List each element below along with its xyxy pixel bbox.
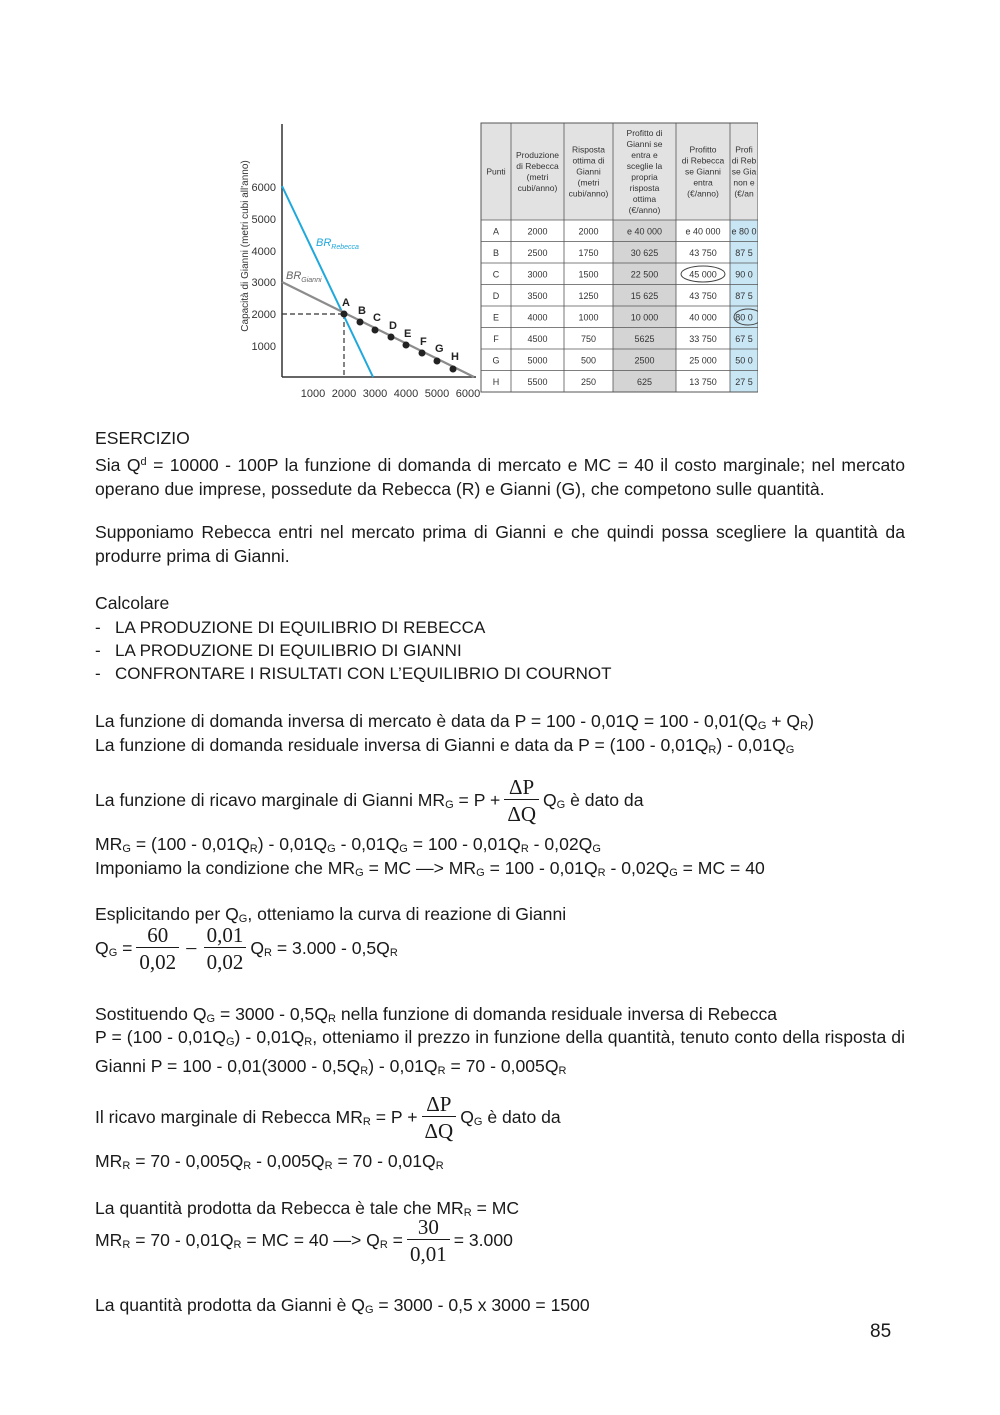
table-cell: 750 bbox=[580, 334, 597, 344]
y-tick: 2000 bbox=[251, 309, 276, 321]
rebecca-quantity-condition-line: La quantità prodotta da Rebecca è tale che $MR_R$ = MC bbox=[95, 1198, 520, 1219]
point-label: F bbox=[420, 336, 427, 348]
mr-equals-mc-gianni-line: Imponiamo la condizione che $MR_G$ = MC —> $MR_G = 100 - 0,01Q_R - 0,02Q_G$ = MC = 40 bbox=[95, 858, 765, 879]
fraction-60-over-002: $\frac{60}{0,02}$ bbox=[136, 923, 179, 974]
point-h bbox=[450, 366, 457, 373]
table-cell: 33 750 bbox=[689, 334, 717, 344]
point-d bbox=[388, 334, 395, 341]
table-header-cell: Profitto di Rebecca se Gianni entra (€/anno) bbox=[681, 144, 725, 199]
y-tick: 3000 bbox=[251, 277, 276, 289]
point-label: B bbox=[358, 305, 366, 317]
table-cell: 13 750 bbox=[689, 377, 717, 387]
exercise-heading: ESERCIZIO bbox=[95, 428, 190, 448]
table-cell: F bbox=[493, 334, 499, 344]
fraction-001-over-002: $\frac{0,01}{0,02}$ bbox=[204, 923, 247, 974]
paragraph-demand: Sia $Q^d = 10000 - 100P$ la funzione di domanda di mercato e MC = 40 il costo marginale; nel mercato operano due imprese, possedute da Rebecca (R) e Gianni (G), che competono sulle quantità. bbox=[95, 455, 905, 499]
figure-reaction-functions bbox=[238, 118, 758, 408]
table-cell: e 80 0 bbox=[731, 226, 757, 237]
table-header-cell: Produzione di Rebecca (metri cubi/anno) bbox=[515, 150, 560, 193]
table-cell: 5625 bbox=[634, 334, 655, 344]
point-f bbox=[419, 350, 426, 357]
x-tick: 6000 bbox=[455, 388, 481, 400]
table-cell: B bbox=[492, 248, 500, 258]
x-tick: 1000 bbox=[300, 388, 326, 400]
table-cell: 2000 bbox=[527, 226, 548, 237]
figure-svg bbox=[238, 118, 758, 408]
inverse-demand-line: La funzione di domanda inversa di mercato è data da $P = 100 - 0,01Q = 100 - 0,01(Q_G + Q_R)$ bbox=[95, 711, 814, 732]
x-tick: 3000 bbox=[362, 388, 388, 400]
point-label: H bbox=[451, 351, 459, 363]
x-tick: 4000 bbox=[393, 388, 419, 400]
table-cell: 2500 bbox=[527, 248, 548, 258]
table-cell: 87 5 bbox=[735, 248, 753, 258]
fraction-dp-dq: $\frac{\Delta P}{\Delta Q}$ bbox=[422, 1092, 457, 1143]
table-cell: 1000 bbox=[578, 312, 599, 323]
table-cell: 43 750 bbox=[689, 291, 717, 301]
table-cell: 10 000 bbox=[630, 312, 659, 323]
table-cell: 25 000 bbox=[689, 355, 717, 366]
point-a bbox=[341, 311, 348, 318]
y-tick: 6000 bbox=[251, 182, 276, 194]
point-c bbox=[372, 327, 379, 334]
rebecca-quantity-formula: $MR_R = 70 - 0,01Q_R$ = MC = 40 —> $Q_R$ = $\frac{30}{0,01}$ = 3.000 bbox=[95, 1215, 513, 1266]
x-tick: 5000 bbox=[424, 388, 450, 400]
point-g bbox=[434, 358, 441, 365]
marginal-revenue-gianni-line: La funzione di ricavo marginale di Gianni $MR_G = P$ + $\frac{\Delta P}{\Delta Q}$ $Q_G$ è dato da bbox=[95, 775, 644, 826]
table-cell: 90 0 bbox=[735, 269, 753, 280]
table-cell: 87 5 bbox=[735, 291, 753, 301]
y-axis-title: Capacità di Gianni (metri cubi all'anno) bbox=[240, 160, 251, 332]
table-cell: 5500 bbox=[527, 377, 548, 387]
point-label: A bbox=[342, 297, 350, 309]
gianni-quantity-line: La quantità prodotta da Gianni è $Q_G = 3000 - 0,5$ x 3000 = 1500 bbox=[95, 1295, 590, 1316]
table-cell: E bbox=[492, 312, 500, 323]
table-cell: 4500 bbox=[527, 334, 548, 344]
br-rebecca-label: $BR_{Rebecca}$ bbox=[316, 237, 359, 251]
table-cell: 1750 bbox=[578, 248, 599, 258]
table-cell: 40 000 bbox=[689, 312, 717, 323]
table-cell: 500 bbox=[580, 355, 597, 366]
mr-gianni-expansion-line: $MR_G = (100 - 0,01Q_R) - 0,01Q_G - 0,01Q_G = 100 - 0,01Q_R - 0,02Q_G$ bbox=[95, 834, 601, 855]
table-cell: 45 000 bbox=[689, 269, 717, 280]
table-cell: C bbox=[492, 269, 500, 280]
point-label: C bbox=[373, 312, 381, 324]
reaction-curve-intro-line: Esplicitando per $Q_G$, otteniamo la curva di reazione di Gianni bbox=[95, 904, 567, 925]
table-header-cell: Risposta ottima di Gianni (metri cubi/anno) bbox=[568, 144, 609, 199]
table-cell: H bbox=[492, 377, 500, 387]
calcolare-label: Calcolare bbox=[95, 593, 170, 613]
table-cell: e 40 000 bbox=[685, 226, 721, 237]
point-b bbox=[357, 319, 364, 326]
point-label: E bbox=[404, 328, 412, 340]
table-cell: 30 625 bbox=[630, 248, 659, 258]
point-e bbox=[403, 342, 410, 349]
list-item: - LA PRODUZIONE DI EQUILIBRIO DI REBECCA bbox=[95, 618, 486, 637]
point-label: D bbox=[389, 320, 397, 332]
table-cell: 250 bbox=[580, 377, 597, 387]
table-cell: 1250 bbox=[578, 291, 599, 301]
mr-rebecca-expansion-line: $MR_R = 70 - 0,005Q_R - 0,005Q_R = 70 - 0,01Q_R$ bbox=[95, 1151, 444, 1172]
br-gianni-label: $BR_{Gianni}$ bbox=[286, 270, 322, 284]
table-cell: G bbox=[492, 355, 500, 366]
y-tick: 5000 bbox=[251, 214, 276, 226]
table-cell: 5000 bbox=[527, 355, 548, 366]
list-item: - LA PRODUZIONE DI EQUILIBRIO DI GIANNI bbox=[95, 641, 462, 660]
table-cell: 2500 bbox=[634, 355, 655, 366]
reaction-curve-gianni-formula: $Q_G$ = $\frac{60}{0,02}$ − $\frac{0,01}{0,02}$ $Q_R = 3.000 - 0,5Q_R$ bbox=[95, 923, 398, 974]
table-cell: 2000 bbox=[578, 226, 599, 237]
page-number: 85 bbox=[870, 1321, 892, 1342]
fraction-30-over-001: $\frac{30}{0,01}$ bbox=[407, 1215, 450, 1266]
table-cell: 3000 bbox=[527, 269, 548, 280]
table-header-cell: Profitto di Gianni se entra e sceglie la propria risposta ottima (€/anno) bbox=[626, 128, 663, 215]
table-cell: e 40 000 bbox=[626, 226, 663, 237]
table-header-cell: Punti bbox=[486, 166, 506, 177]
table-cell: 4000 bbox=[527, 312, 548, 323]
x-tick: 2000 bbox=[331, 388, 357, 400]
table-cell: 625 bbox=[636, 377, 653, 387]
table-cell: 3500 bbox=[527, 291, 548, 301]
table-cell: 43 750 bbox=[689, 248, 717, 258]
substitution-line: Sostituendo $Q_G = 3000 - 0,5Q_R$ nella funzione di domanda residuale inversa di Rebecca bbox=[95, 1004, 778, 1025]
paragraph-assumption: Supponiamo Rebecca entri nel mercato prima di Gianni e che quindi possa scegliere la quantità da produrre prima di Gianni. bbox=[95, 522, 905, 566]
table-cell: 80 0 bbox=[735, 312, 753, 323]
table-cell: A bbox=[492, 226, 500, 237]
table-cell: 22 500 bbox=[630, 269, 659, 280]
list-item: - CONFRONTARE I RISULTATI CON L’EQUILIBRIO DI COURNOT bbox=[95, 664, 612, 683]
point-label: G bbox=[435, 343, 444, 355]
marginal-revenue-rebecca-line: Il ricavo marginale di Rebecca $MR_R = P$ + $\frac{\Delta P}{\Delta Q}$ $Q_G$ è dato da bbox=[95, 1092, 561, 1143]
table-cell: 1500 bbox=[578, 269, 599, 280]
table-cell: 67 5 bbox=[735, 334, 753, 344]
table-cell: D bbox=[492, 291, 500, 301]
table-cell: 27 5 bbox=[735, 377, 753, 387]
y-tick: 1000 bbox=[251, 341, 276, 353]
table-cell: 15 625 bbox=[630, 291, 659, 301]
y-tick: 4000 bbox=[251, 246, 276, 258]
price-function-paragraph: $P = (100 - 0,01Q_G) - 0,01Q_R$, otteniamo il prezzo in funzione della quantità, tenuto conto della risposta di Gianni $P = 100 - 0,01(3000 - 0,5Q_R) - 0,01Q_R = 70 - 0,005Q_R$ bbox=[95, 1027, 905, 1077]
fraction-dp-dq: $\frac{\Delta P}{\Delta Q}$ bbox=[504, 775, 539, 826]
table-cell: 50 0 bbox=[735, 355, 753, 366]
residual-demand-gianni-line: La funzione di domanda residuale inversa di Gianni e data da $P = (100 - 0,01Q_R) - 0,01Q_G$ bbox=[95, 735, 795, 756]
data-table bbox=[481, 123, 758, 392]
table-header-cell: Profi di Reb se Gia non e (€/an bbox=[731, 144, 757, 199]
